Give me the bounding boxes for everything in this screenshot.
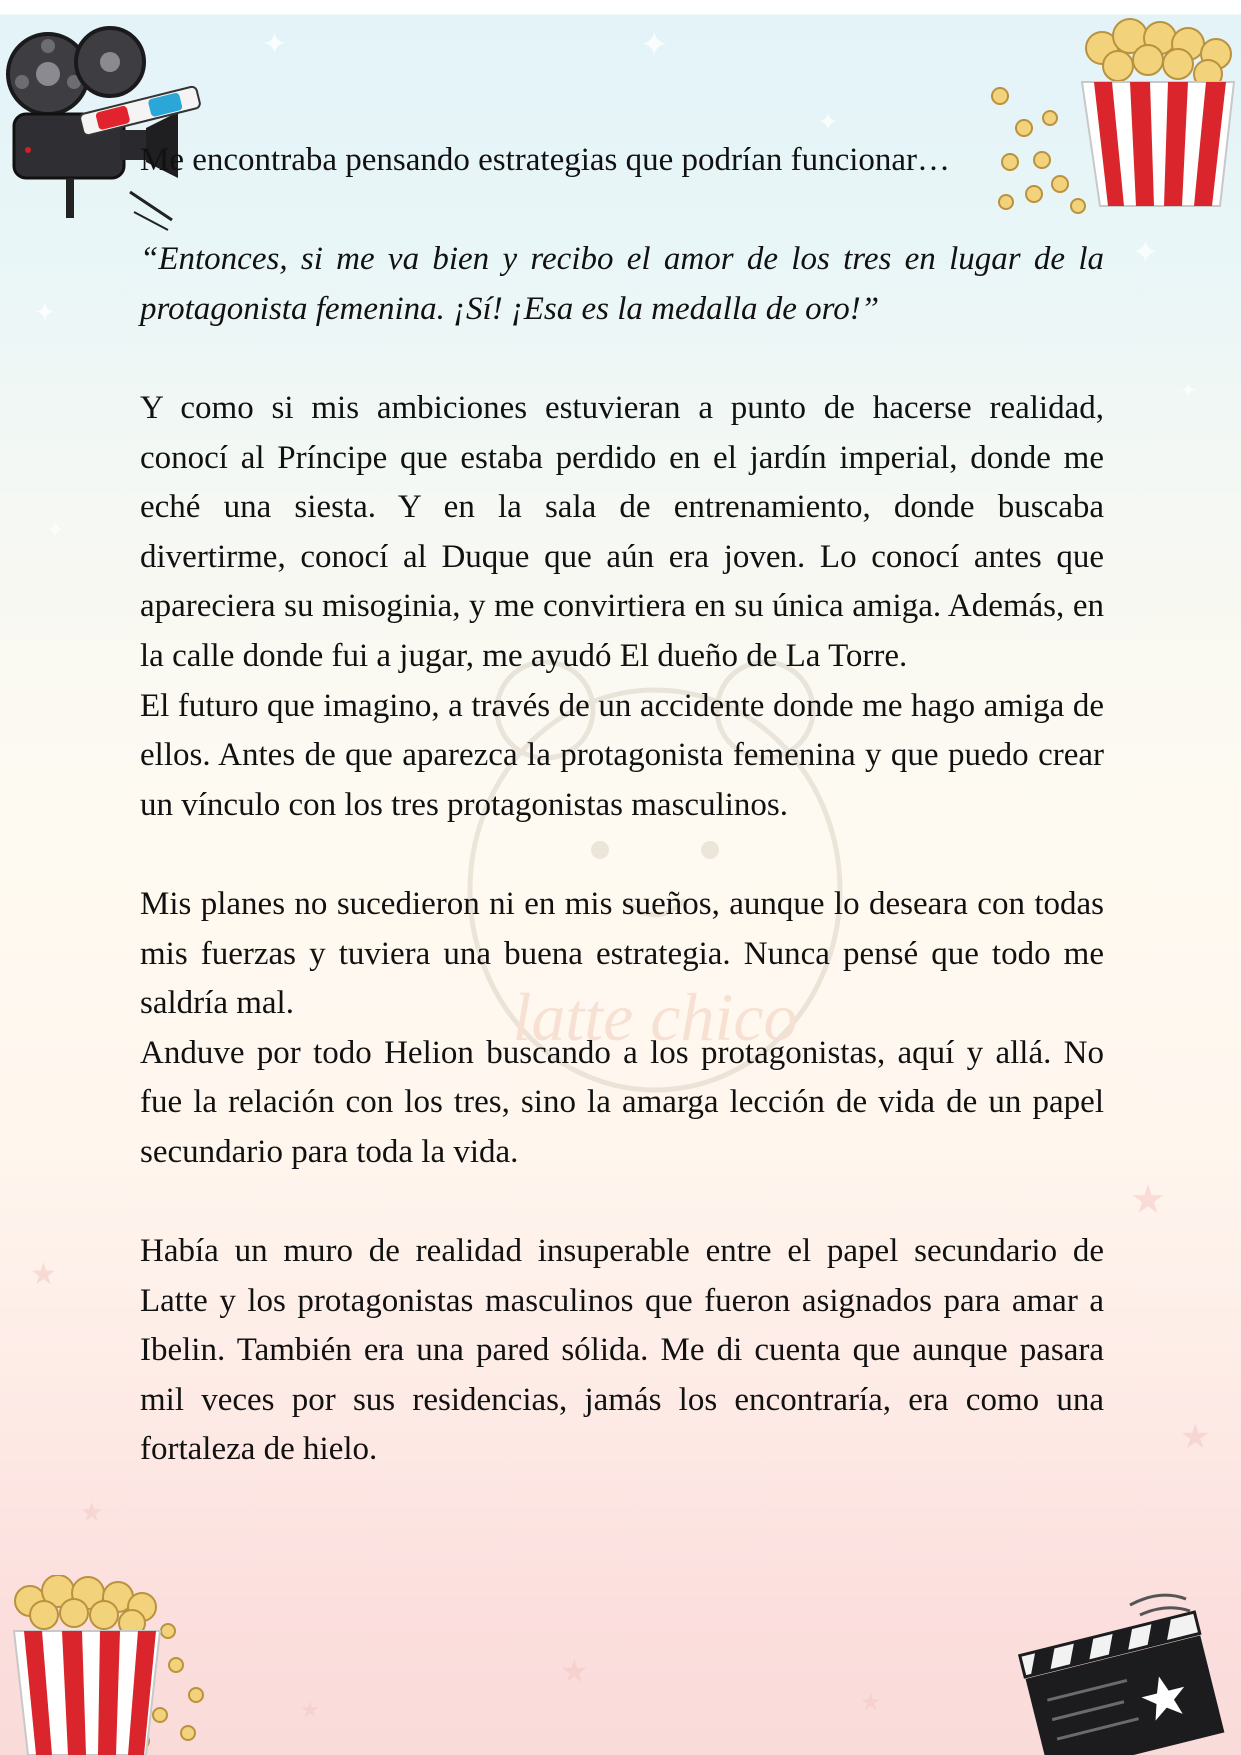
star-icon: ★ (30, 1257, 57, 1292)
sparkle-icon: ✦ (1132, 233, 1159, 271)
star-icon: ★ (300, 1698, 320, 1723)
paragraph: Había un muro de realidad insuperable entre el papel secundario de Latte y los protagonistas masculinos que fueron asignados para amar a Ibelin. También era una pared sólida. Me di cuenta que aunque pasara mil veces por sus residencias, jamás los encontraría, era como una fortaleza de hielo. (140, 1233, 1104, 1468)
sparkle-icon: ✦ (46, 518, 65, 543)
sparkle-icon: ✦ (818, 108, 839, 136)
paragraph: Anduve por todo Helion buscando a los protagonistas, aquí y allá. No fue la relación con los tres, sino la amarga lección de vida de un papel secundario para toda la vida. (140, 1034, 1104, 1170)
paragraph-quote: “Entonces, si me va bien y recibo el amor de los tres en lugar de la protagonista femenina. ¡Sí! ¡Esa es la medalla de oro!” (140, 241, 1104, 327)
star-icon: ★ (1180, 1417, 1211, 1457)
star-icon: ★ (1130, 1177, 1166, 1223)
paragraph: El futuro que imagino, a través de un accidente donde me hago amiga de ellos. Antes de que aparezca la protagonista femenina y que puedo crear un vínculo con los tres protagonistas masculinos. (140, 687, 1104, 823)
star-icon: ★ (560, 1652, 589, 1690)
paragraph: Y como si mis ambiciones estuvieran a punto de hacerse realidad, conocí al Príncipe que estaba perdido en el jardín imperial, donde me eché una siesta. Y en la sala de entrenamiento, donde buscaba divertirme, conocí al Duque que aún era joven. Lo conocí antes que apareciera su misoginia, y me convirtiera en su única amiga. Además, en la calle donde fui a jugar, me ayudó El dueño de La Torre. (140, 389, 1104, 674)
paragraph: Mis planes no sucedieron ni en mis sueños, aunque lo deseara con todas mis fuerzas y tuviera una buena estrategia. Nunca pensé que todo me saldría mal. (140, 885, 1104, 1022)
sparkle-icon: ✦ (640, 25, 669, 65)
sparkle-icon: ✦ (1180, 378, 1197, 402)
watermark-text: latte chico (512, 979, 798, 1055)
sparkle-icon: ✦ (34, 298, 56, 328)
clapperboard-icon (1010, 1585, 1241, 1755)
star-icon: ★ (80, 1498, 104, 1528)
star-icon: ★ (860, 1688, 882, 1716)
popcorn-bucket-icon (0, 1575, 220, 1755)
paragraph: Me encontraba pensando estrategias que podrían funcionar… (140, 142, 951, 178)
sparkle-icon: ✦ (262, 27, 288, 62)
chapter-text (140, 136, 1104, 1475)
